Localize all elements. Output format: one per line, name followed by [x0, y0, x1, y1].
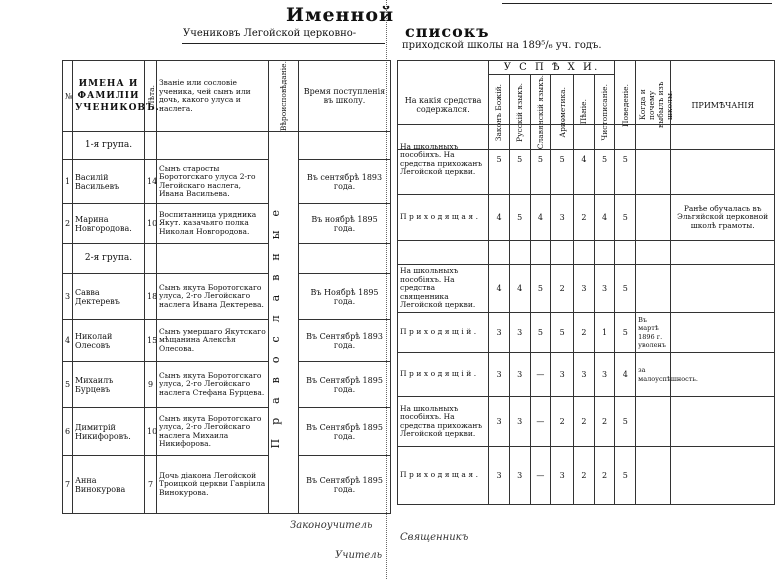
grade-cell: 2 [594, 447, 615, 505]
grade-cell: 3 [574, 265, 595, 313]
top-rule [502, 3, 772, 4]
grade-cell [551, 241, 574, 265]
grade-cell: 3 [489, 447, 510, 505]
support-cell: На школьныхъ пособіяхъ. На средства священника Легойской церкви. [398, 265, 489, 313]
table-row: 1 Василій Васильевъ 14 Сынъ старосты Боротогскаго улуса 2-го Легойскаго наслега, Ивана Васильева. Въ сентябрѣ 1893 года. [63, 160, 391, 204]
student-name: Анна Винокурова [73, 456, 145, 514]
behavior-cell: 5 [615, 265, 636, 313]
grade-cell: 3 [574, 353, 595, 397]
grade-cell [509, 241, 530, 265]
header-age: Лѣта. [145, 61, 157, 132]
header-status: Званіе или сословіе ученика, чей сынъ или дочь, какого улуса и наслега. [157, 61, 269, 132]
grade-cell: 3 [489, 397, 510, 447]
grade-cell: 3 [594, 353, 615, 397]
header-support: На какія средства содержался. [398, 61, 489, 150]
left-school-cell [636, 397, 671, 447]
grade-cell: 4 [530, 195, 551, 241]
grade-cell [489, 241, 510, 265]
behavior-cell: 5 [615, 313, 636, 353]
grade-cell: 2 [574, 447, 595, 505]
grade-cell: 4 [574, 125, 595, 195]
grade-cell: 3 [509, 397, 530, 447]
group-label: 1-я група. [73, 132, 145, 160]
support-cell: Приходящій. [398, 313, 489, 353]
table-row [398, 353, 775, 397]
behavior-cell: 5 [615, 397, 636, 447]
left-header-row [63, 61, 391, 132]
signature-label-2: Учитель [335, 550, 383, 561]
remark-cell [671, 447, 775, 505]
left-school-cell [636, 125, 671, 195]
left-school-cell [636, 241, 671, 265]
header-names: ИМЕНА И ФАМИЛІИ УЧЕНИКОВЪ. [73, 61, 145, 132]
group-row [63, 244, 391, 274]
left-student-table [62, 60, 391, 514]
subtitle-rule [182, 43, 385, 44]
left-school-cell [636, 447, 671, 505]
table-row [398, 125, 775, 195]
grade-cell: 2 [574, 195, 595, 241]
support-cell: Приходящая. [398, 195, 489, 241]
grade-cell: 3 [509, 447, 530, 505]
behavior-cell: 4 [615, 353, 636, 397]
table-row [398, 195, 775, 241]
student-name: Савва Дектеревъ [73, 274, 145, 320]
grade-cell: 3 [489, 313, 510, 353]
title-left: Именной [286, 4, 395, 26]
behavior-cell: 5 [615, 447, 636, 505]
grade-cell [530, 241, 551, 265]
right-header-row-1 [398, 61, 775, 75]
header-remarks: ПРИМѢЧАНІЯ [671, 61, 775, 150]
header-subject: Славянскій языкъ. [530, 75, 551, 150]
table-row [398, 313, 775, 353]
grade-cell: 4 [489, 265, 510, 313]
table-row [398, 447, 775, 505]
table-row: 6 Димитрій Никифоровъ. 10 Сынъ якута Боротогскаго улуса, 2-го Легойскаго наслега Михаила Никифорова. Въ Сентябрѣ 1895 года. [63, 408, 391, 456]
left-school-cell [636, 265, 671, 313]
support-cell: На школьныхъ пособіяхъ. На средства прихожанъ Легойской церкви. [398, 125, 489, 195]
left-school-cell [636, 195, 671, 241]
subtitle-right: приходской школы на 189⁵/₆ уч. годъ. [402, 40, 602, 51]
table-row: 5 Михаилъ Бурцевъ 9 Сынъ якута Боротогскаго улуса, 2-го Легойскаго наслега Стефана Бурцева. Въ Сентябрѣ 1895 года. [63, 362, 391, 408]
signature-value-1: Священникъ [400, 532, 469, 543]
behavior-cell: 5 [615, 125, 636, 195]
grade-cell: 3 [509, 353, 530, 397]
support-cell: На школьныхъ пособіяхъ. На средства прихожанъ Легойской церкви. [398, 397, 489, 447]
grade-cell [594, 241, 615, 265]
table-row: 7 Анна Винокурова 7 Дочь діакона Легойской Троицкой церкви Гавріила Винокурова. Въ Сентябрѣ 1895 года. [63, 456, 391, 514]
grade-cell: 5 [551, 125, 574, 195]
grade-cell: 2 [594, 397, 615, 447]
header-subject: Законъ Божій. [489, 75, 510, 150]
grade-cell: — [530, 353, 551, 397]
grade-cell: 5 [489, 125, 510, 195]
remark-cell [671, 313, 775, 353]
header-subject: Русскій языкъ. [509, 75, 530, 150]
left-school-cell: за малоуспѣшность. [636, 353, 671, 397]
table-row: 4 Николай Олесовъ 15 Сынъ умершаго Якутскаго мѣщанина Алексѣя Олесова. Въ Сентябрѣ 1893 года. [63, 320, 391, 362]
right-table-body [397, 124, 775, 505]
remark-cell: Ранѣе обучалась въ Эльгяйской церковной школѣ грамоты. [671, 195, 775, 241]
table-row: 3 Савва Дектеревъ 18 Сынъ якута Боротогскаго улуса, 2-го Легойскаго наслега Ивана Дектерева. Въ Ноябрѣ 1895 года. [63, 274, 391, 320]
support-cell [398, 241, 489, 265]
grade-cell: 2 [574, 313, 595, 353]
behavior-cell [615, 241, 636, 265]
grade-cell: — [530, 447, 551, 505]
support-cell: Приходящій. [398, 353, 489, 397]
grade-cell: 2 [551, 265, 574, 313]
subtitle-left: Учениковъ Легойской церковно- [183, 28, 357, 39]
remark-cell [671, 397, 775, 447]
grade-cell: 5 [509, 125, 530, 195]
header-subject: Ариѳметика. [551, 75, 574, 150]
table-row [398, 397, 775, 447]
header-progress: У С П Ѣ Х И. [489, 61, 615, 75]
grade-cell: — [530, 397, 551, 447]
grade-cell: 3 [489, 353, 510, 397]
student-name: Марина Новгородова. [73, 204, 145, 244]
grade-cell: 4 [509, 265, 530, 313]
left-school-cell: Въ мартѣ 1896 г. уволенъ [636, 313, 671, 353]
grade-cell: 5 [530, 313, 551, 353]
group-label: 2-я група. [73, 244, 145, 274]
religion-cell: Православные [269, 132, 299, 514]
grade-cell: 4 [594, 195, 615, 241]
grade-cell: 3 [551, 447, 574, 505]
header-subject: Пѣніе. [573, 75, 594, 150]
right-progress-body [397, 124, 775, 505]
title-right: списокъ [405, 22, 490, 41]
grade-cell: 2 [551, 397, 574, 447]
grade-cell: 5 [551, 313, 574, 353]
student-name: Михаилъ Бурцевъ [73, 362, 145, 408]
grade-cell: 3 [551, 195, 574, 241]
student-name: Николай Олесовъ [73, 320, 145, 362]
grade-cell: 5 [530, 125, 551, 195]
header-admitted: Время поступленія въ школу. [299, 61, 391, 132]
remark-cell [671, 125, 775, 195]
signature-label-1: Законоучитель [290, 520, 373, 531]
grade-cell: 5 [594, 125, 615, 195]
grade-cell: 3 [594, 265, 615, 313]
grade-cell: 3 [551, 353, 574, 397]
support-cell: Приходящая. [398, 447, 489, 505]
header-left-school: Когда и почему выбылъ изъ школы. [636, 61, 671, 150]
remark-cell [671, 241, 775, 265]
student-name: Василій Васильевъ [73, 160, 145, 204]
table-row: 2 Марина Новгородова. 10 Воспитанница урядника Якут. казачьяго полка Николая Новгородова. Въ ноябрѣ 1895 года. [63, 204, 391, 244]
grade-cell [574, 241, 595, 265]
header-number: № [63, 61, 73, 132]
remark-cell [671, 265, 775, 313]
header-behavior: Поведеніе. [615, 61, 636, 150]
grade-cell: 5 [530, 265, 551, 313]
grade-cell: 1 [594, 313, 615, 353]
grade-cell: 5 [509, 195, 530, 241]
table-row [398, 241, 775, 265]
student-name: Димитрій Никифоровъ. [73, 408, 145, 456]
grade-cell: 2 [574, 397, 595, 447]
grade-cell: 3 [509, 313, 530, 353]
group-row [63, 132, 391, 160]
grade-cell: 4 [489, 195, 510, 241]
table-row [398, 265, 775, 313]
header-religion: Вѣроисповѣданіе. [269, 61, 299, 132]
behavior-cell: 5 [615, 195, 636, 241]
header-subject: Чистописаніе. [594, 75, 615, 150]
